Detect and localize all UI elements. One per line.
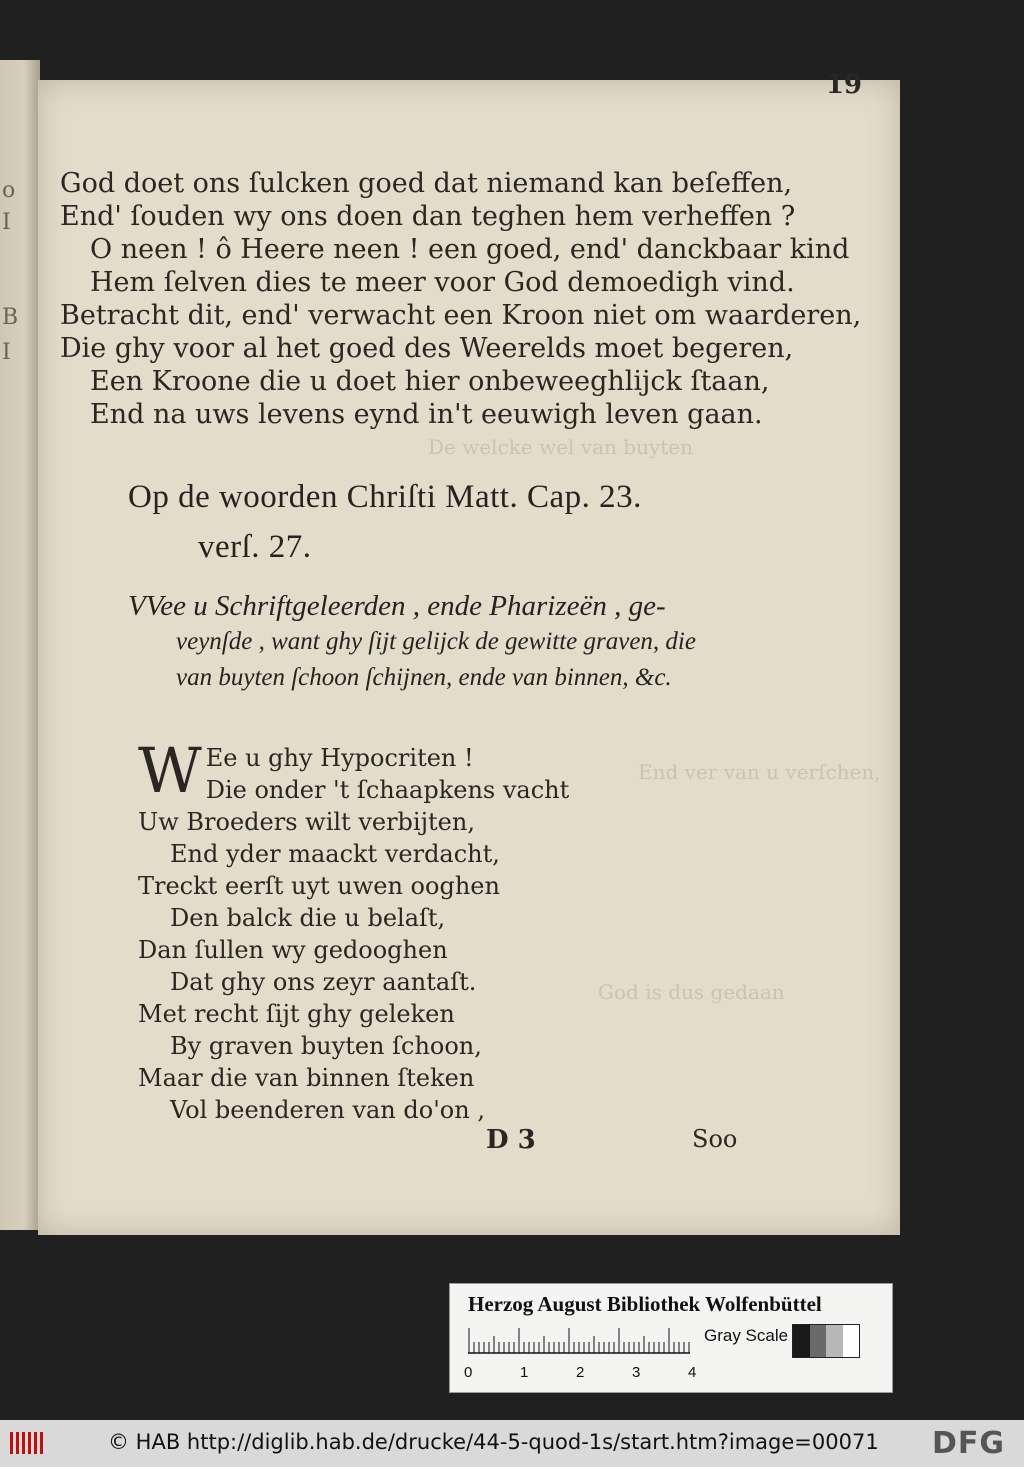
ruler-labels [464,1364,704,1384]
verse-line: End na uws levens eynd in't eeuwigh leven gaan. [90,399,763,430]
page-number: 19 [825,70,862,100]
signature-mark: D 3 [486,1125,536,1155]
heading-line: Op de woorden Chriſti Matt. Cap. 23. [128,479,642,515]
poem-line: End yder maackt verdacht, [170,840,500,868]
section-heading [128,472,642,572]
gray-scale-label: Gray Scale [704,1326,789,1345]
poem-line: Uw Broeders wilt verbijten, [138,808,475,836]
verse-line: End' ſouden wy ons doen dan teghen hem verheffen ? [60,201,796,232]
footer-bar [0,1420,1024,1467]
edge-fragment: I [2,340,11,365]
edge-fragment: o [2,178,16,203]
poem-line: Met recht ſijt ghy geleken [138,1000,455,1028]
heading-line: verſ. 27. [198,529,312,565]
verse-line: Die ghy voor al het goed des Weerelds moet begeren, [60,333,794,364]
library-title: Herzog August Bibliothek Wolfenbüttel [468,1292,822,1316]
ruler-label: 4 [688,1364,697,1381]
library-color-card [449,1283,893,1393]
poem-line: Den balck die u belaſt, [170,904,446,932]
verse-line: Hem ſelven dies te meer voor God demoedigh vind. [90,267,795,298]
dfg-logo: DFG [932,1426,1006,1461]
verse-line: God doet ons ſulcken goed dat niemand kan beſeffen, [60,168,793,199]
poem-line: By graven buyten ſchoon, [170,1032,482,1060]
ruler-label: 0 [464,1364,473,1381]
bleed-through-text: God is dus gedaan [598,980,785,1004]
poem-line: Die onder 't ſchaapkens vacht [205,776,570,804]
swatch-step [843,1325,860,1357]
edge-fragment: I [2,210,11,235]
ruler-label: 2 [576,1364,585,1381]
verse-line: Een Kroone die u doet hier onbeweeghlijck ſtaan, [90,366,770,397]
poem-line: Dan ſullen wy gedooghen [138,936,448,964]
bleed-through-text: End ver van u verſchen, [638,760,881,784]
ruler-label: 3 [632,1364,641,1381]
quote-line: VVee u Schriftgeleerden , ende Pharizeën , ge- [128,590,666,622]
verse-line: O neen ! ô Heere neen ! een goed, end' danckbaar kind [90,234,850,265]
swatch-step [826,1325,843,1357]
catchword: Soo [692,1125,738,1153]
poem-line: Maar die van binnen ſteken [138,1064,475,1092]
poem-line: Vol beenderen van do'on , [170,1096,485,1124]
poem-block [138,734,570,1126]
gray-scale-swatch [792,1324,860,1358]
bleed-through-text: De welcke wel van buyten [428,435,693,459]
quote-line: van buyten ſchoon ſchijnen, ende van binnen, &c. [176,664,672,691]
swatch-step [810,1325,827,1357]
adjacent-page-edge [0,60,40,1230]
scripture-quote [128,588,696,696]
edge-fragment: B [2,305,19,330]
verse-block [60,167,861,431]
copyright-url: © HAB http://diglib.hab.de/drucke/44-5-quod-1s/start.htm?image=00071 [108,1430,879,1454]
verse-line: Betracht dit, end' verwacht een Kroon niet om waarderen, [60,300,862,331]
poem-line: Dat ghy ons zeyr aantaſt. [170,968,477,996]
hab-logo-icon [8,1428,48,1458]
poem-line: Treckt eerſt uyt uwen ooghen [138,872,500,900]
drop-cap: W [138,734,202,807]
swatch-step [793,1325,810,1357]
ruler-label: 1 [520,1364,529,1381]
quote-line: veynſde , want ghy ſijt gelijck de gewitte graven, die [176,628,696,655]
poem-line: Ee u ghy Hypocriten ! [205,744,474,772]
ruler-scale [468,1326,690,1354]
